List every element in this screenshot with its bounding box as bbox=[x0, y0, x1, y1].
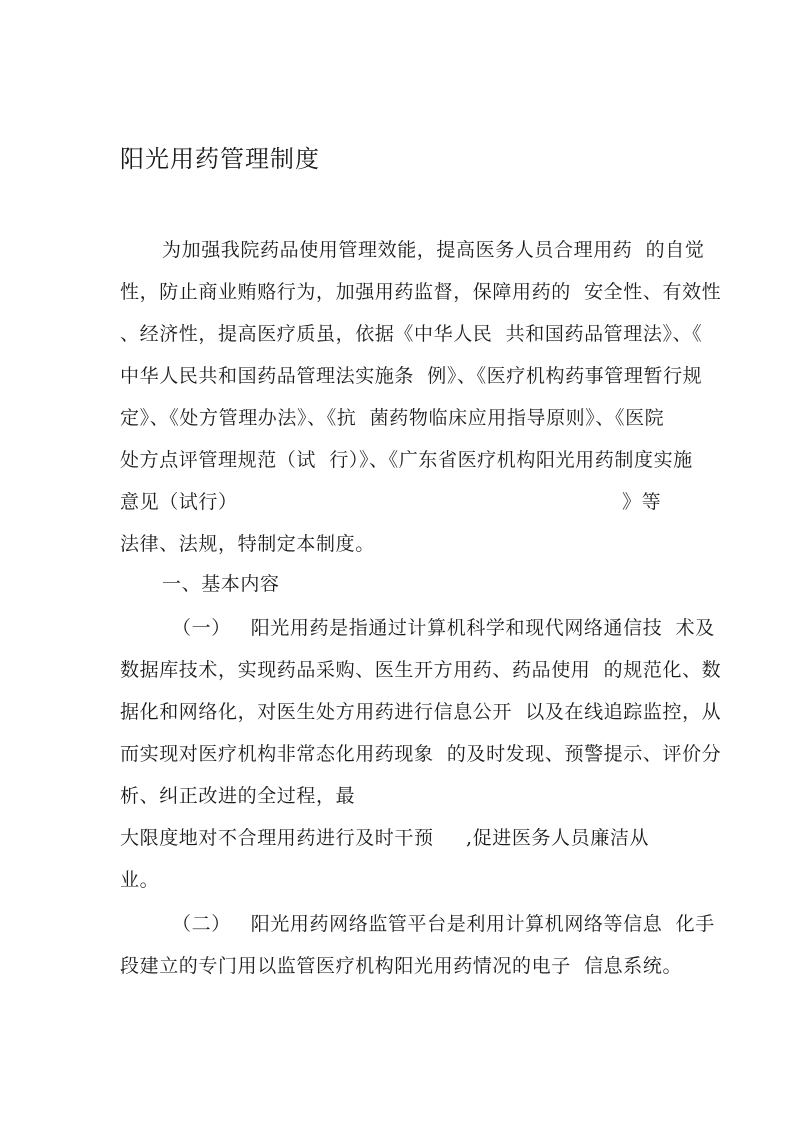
paragraph-line: （一） 阳光用药是指通过计算机科学和现代网络通信技 术及 bbox=[172, 617, 715, 639]
paragraph-line: 而实现对医疗机构非常态化用药现象 的及时发现、预警提示、评价分 bbox=[120, 743, 722, 765]
paragraph-line: 性，防止商业贿赂行为，加强用药监督，保障用药的 安全性、有效性 bbox=[120, 281, 722, 303]
paragraph-line-end: ,促进医务人员廉洁从 bbox=[466, 827, 650, 849]
paragraph-line: 处方点评管理规范（试 行）》、《广东省医疗机构阳光用药制度实施 bbox=[120, 449, 693, 471]
paragraph-line: 段建立的专门用以监管医疗机构阳光用药情况的电子 信息系统。 bbox=[120, 955, 683, 977]
paragraph-line: （二） 阳光用药网络监管平台是利用计算机网络等信息 化手 bbox=[172, 913, 715, 935]
paragraph-line-end: 》等 bbox=[622, 491, 662, 513]
page-title: 阳光用药管理制度 bbox=[120, 145, 320, 173]
paragraph-line: 定》、《处方管理办法》、《抗 菌药物临床应用指导原则》、《医院 bbox=[120, 407, 665, 429]
paragraph-line: 意见（试行） bbox=[120, 491, 238, 513]
paragraph-line: 数据库技术，实现药品采购、医生开方用药、药品使用 的规范化、数 bbox=[120, 659, 722, 681]
paragraph-line: 中华人民共和国药品管理法实施条 例》、《医疗机构药事管理暂行规 bbox=[120, 365, 703, 387]
paragraph-line: 业。 bbox=[120, 869, 160, 891]
paragraph-line: 据化和网络化，对医生处方用药进行信息公开 以及在线追踪监控，从 bbox=[120, 701, 722, 723]
paragraph-line: 为加强我院药品使用管理效能，提高医务人员合理用药 的自觉 bbox=[162, 239, 705, 261]
paragraph-line: 、经济性，提高医疗质虽，依据《中华人民 共和国药品管理法》、《 bbox=[120, 323, 703, 345]
paragraph-line: 析、纠正改进的全过程，最 bbox=[120, 785, 356, 807]
paragraph-line: 法律、法规，特制定本制度。 bbox=[120, 533, 375, 555]
section-heading: 一、基本内容 bbox=[162, 573, 280, 595]
paragraph-line: 大限度地对不合理用药进行及时干预 bbox=[120, 827, 434, 849]
